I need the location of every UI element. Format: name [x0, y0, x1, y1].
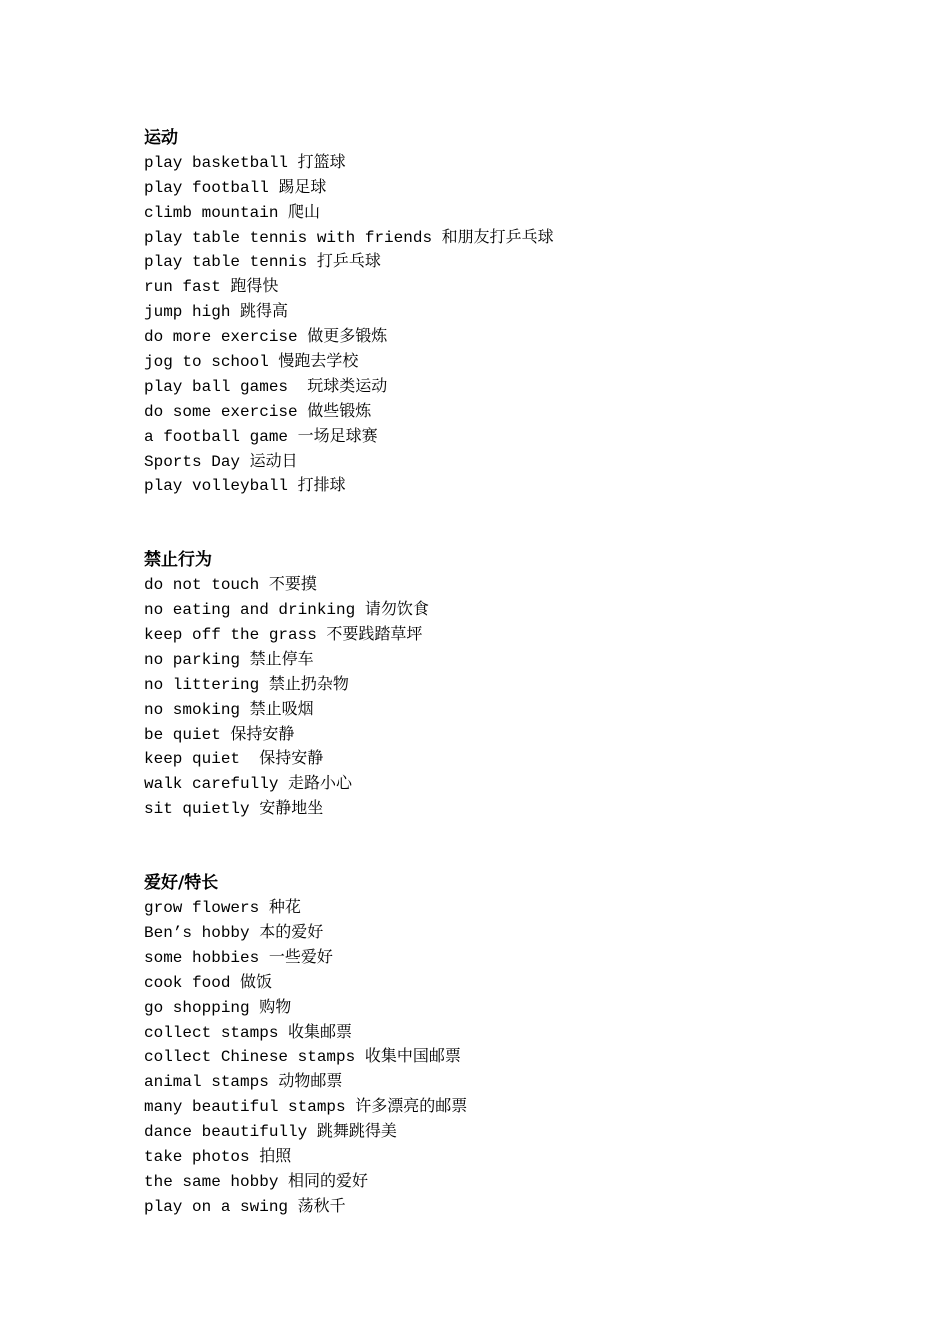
- vocab-item: climb mountain 爬山: [144, 203, 321, 222]
- vocab-item: do not touch 不要摸: [144, 576, 317, 595]
- section-heading: 运动: [144, 128, 178, 148]
- vocab-item: run fast 跑得快: [144, 278, 279, 297]
- vocab-item: grow flowers 种花: [144, 899, 301, 918]
- vocab-item: Sports Day 运动日: [144, 452, 298, 471]
- vocab-item: keep off the grass 不要践踏草坪: [144, 626, 423, 645]
- section-sports: [144, 126, 904, 499]
- vocab-item: play volleyball 打排球: [144, 477, 346, 496]
- vocab-item: collect stamps 收集邮票: [144, 1023, 353, 1042]
- section-heading: 爱好/特长: [144, 873, 219, 894]
- document-page: [144, 126, 904, 1220]
- vocab-item: jog to school 慢跑去学校: [144, 353, 359, 372]
- vocab-item: no eating and drinking 请勿饮食: [144, 601, 429, 620]
- vocab-item: play on a swing 荡秋千: [144, 1197, 346, 1216]
- vocab-item: sit quietly 安静地坐: [144, 800, 324, 819]
- section-hobbies: [144, 871, 904, 1219]
- vocab-item: keep quiet 保持安静: [144, 750, 324, 769]
- vocab-item: do more exercise 做更多锻炼: [144, 328, 388, 347]
- vocab-item: be quiet 保持安静: [144, 725, 295, 744]
- vocab-item: do some exercise 做些锻炼: [144, 402, 372, 421]
- section-prohibited-behavior: [144, 548, 904, 822]
- vocab-item: some hobbies 一些爱好: [144, 948, 333, 967]
- vocab-item: jump high 跳得高: [144, 303, 289, 322]
- vocab-item: play football 踢足球: [144, 178, 327, 197]
- vocab-item: many beautiful stamps 许多漂亮的邮票: [144, 1098, 468, 1117]
- section-heading: 禁止行为: [144, 550, 212, 571]
- vocab-item: collect Chinese stamps 收集中国邮票: [144, 1048, 461, 1067]
- vocab-item: play basketball 打篮球: [144, 153, 346, 172]
- vocab-item: take photos 拍照: [144, 1147, 292, 1166]
- vocab-item: play table tennis 打乒乓球: [144, 253, 381, 272]
- vocab-item: animal stamps 动物邮票: [144, 1073, 343, 1092]
- vocab-item: play ball games 玩球类运动: [144, 377, 388, 396]
- vocab-item: Ben’s hobby 本的爱好: [144, 923, 324, 942]
- vocab-item: cook food 做饭: [144, 973, 273, 992]
- vocab-item: no smoking 禁止吸烟: [144, 700, 314, 719]
- vocab-item: walk carefully 走路小心: [144, 775, 353, 794]
- vocab-item: no parking 禁止停车: [144, 650, 314, 669]
- vocab-item: the same hobby 相同的爱好: [144, 1172, 369, 1191]
- vocab-item: dance beautifully 跳舞跳得美: [144, 1123, 397, 1142]
- vocab-item: go shopping 购物: [144, 998, 292, 1017]
- vocab-item: a football game 一场足球赛: [144, 427, 378, 446]
- vocab-item: play table tennis with friends 和朋友打乒乓球: [144, 228, 554, 247]
- vocab-item: no littering 禁止扔杂物: [144, 675, 349, 694]
